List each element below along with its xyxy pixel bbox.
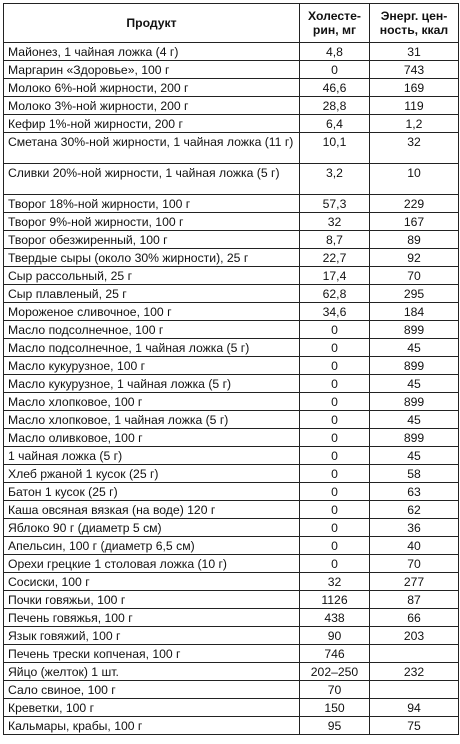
cell-cholesterol: 0 bbox=[300, 339, 370, 357]
table-row bbox=[4, 519, 459, 537]
table-row bbox=[4, 249, 459, 267]
table-row bbox=[4, 79, 459, 97]
cell-cholesterol: 0 bbox=[300, 465, 370, 483]
cell-product: Майонез, 1 чайная ложка (4 г) bbox=[4, 43, 300, 61]
cell-energy: 184 bbox=[370, 303, 459, 321]
cell-energy: 32 bbox=[370, 133, 459, 164]
cell-product: Творог 9%-ной жирности, 100 г bbox=[4, 213, 300, 231]
table-row bbox=[4, 645, 459, 663]
cell-product: Масло подсолнечное, 100 г bbox=[4, 321, 300, 339]
cell-energy: 119 bbox=[370, 97, 459, 115]
table-row bbox=[4, 429, 459, 447]
header-row bbox=[4, 4, 459, 43]
table-row bbox=[4, 465, 459, 483]
table-row bbox=[4, 501, 459, 519]
cell-product: Масло кукурузное, 100 г bbox=[4, 357, 300, 375]
cell-product: Масло кукурузное, 1 чайная ложка (5 г) bbox=[4, 375, 300, 393]
table-row bbox=[4, 573, 459, 591]
cell-product: Каша овсяная вязкая (на воде) 120 г bbox=[4, 501, 300, 519]
cell-product: Мороженое сливочное, 100 г bbox=[4, 303, 300, 321]
cell-cholesterol: 0 bbox=[300, 537, 370, 555]
cell-energy: 63 bbox=[370, 483, 459, 501]
cell-cholesterol: 6,4 bbox=[300, 115, 370, 133]
cell-energy: 899 bbox=[370, 321, 459, 339]
cell-product: 1 чайная ложка (5 г) bbox=[4, 447, 300, 465]
cell-product: Маргарин «Здоровье», 100 г bbox=[4, 61, 300, 79]
cell-energy: 10 bbox=[370, 164, 459, 195]
cell-energy: 167 bbox=[370, 213, 459, 231]
cell-cholesterol: 34,6 bbox=[300, 303, 370, 321]
table-row bbox=[4, 447, 459, 465]
cell-cholesterol: 0 bbox=[300, 501, 370, 519]
cell-product: Масло оливковое, 100 г bbox=[4, 429, 300, 447]
cell-energy bbox=[370, 645, 459, 663]
cell-cholesterol: 57,3 bbox=[300, 195, 370, 213]
cell-energy: 75 bbox=[370, 717, 459, 735]
table-row bbox=[4, 133, 459, 164]
cell-energy: 89 bbox=[370, 231, 459, 249]
cell-energy: 66 bbox=[370, 609, 459, 627]
table-row bbox=[4, 393, 459, 411]
table-row bbox=[4, 699, 459, 717]
cell-cholesterol: 0 bbox=[300, 447, 370, 465]
cell-cholesterol: 0 bbox=[300, 411, 370, 429]
cell-product: Апельсин, 100 г (диаметр 6,5 см) bbox=[4, 537, 300, 555]
cell-cholesterol: 1126 bbox=[300, 591, 370, 609]
cell-cholesterol: 62,8 bbox=[300, 285, 370, 303]
table-row bbox=[4, 681, 459, 699]
cell-cholesterol: 202–250 bbox=[300, 663, 370, 681]
cell-energy: 899 bbox=[370, 357, 459, 375]
table-row bbox=[4, 285, 459, 303]
cell-energy: 295 bbox=[370, 285, 459, 303]
cell-energy: 45 bbox=[370, 411, 459, 429]
cell-energy: 94 bbox=[370, 699, 459, 717]
cell-product: Креветки, 100 г bbox=[4, 699, 300, 717]
cell-energy: 92 bbox=[370, 249, 459, 267]
table-row bbox=[4, 591, 459, 609]
cell-product: Сливки 20%-ной жирности, 1 чайная ложка (5 г) bbox=[4, 164, 300, 195]
cell-product: Сыр плавленый, 25 г bbox=[4, 285, 300, 303]
header-energy: Энерг. цен- ность, ккал bbox=[370, 4, 459, 43]
table-row bbox=[4, 357, 459, 375]
cell-product: Масло хлопковое, 100 г bbox=[4, 393, 300, 411]
cell-product: Масло хлопковое, 1 чайная ложка (5 г) bbox=[4, 411, 300, 429]
cell-product: Почки говяжьи, 100 г bbox=[4, 591, 300, 609]
table-row bbox=[4, 231, 459, 249]
cell-energy: 45 bbox=[370, 447, 459, 465]
cell-cholesterol: 0 bbox=[300, 357, 370, 375]
cell-energy: 70 bbox=[370, 555, 459, 573]
cell-cholesterol: 90 bbox=[300, 627, 370, 645]
table-row bbox=[4, 43, 459, 61]
cell-cholesterol: 0 bbox=[300, 375, 370, 393]
table-row bbox=[4, 97, 459, 115]
cell-product: Кефир 1%-ной жирности, 200 г bbox=[4, 115, 300, 133]
cell-energy: 45 bbox=[370, 339, 459, 357]
table-header bbox=[4, 4, 459, 43]
cell-cholesterol: 46,6 bbox=[300, 79, 370, 97]
table-row bbox=[4, 267, 459, 285]
cell-cholesterol: 0 bbox=[300, 429, 370, 447]
header-cholesterol: Холесте- рин, мг bbox=[300, 4, 370, 43]
table-row bbox=[4, 339, 459, 357]
cell-product: Яйцо (желток) 1 шт. bbox=[4, 663, 300, 681]
cell-cholesterol: 32 bbox=[300, 213, 370, 231]
table-row bbox=[4, 663, 459, 681]
table-row bbox=[4, 717, 459, 735]
cell-energy bbox=[370, 681, 459, 699]
table-row bbox=[4, 483, 459, 501]
cell-cholesterol: 70 bbox=[300, 681, 370, 699]
cell-product: Молоко 3%-ной жирности, 200 г bbox=[4, 97, 300, 115]
cell-product: Сыр рассольный, 25 г bbox=[4, 267, 300, 285]
cell-product: Сметана 30%-ной жирности, 1 чайная ложка (11 г) bbox=[4, 133, 300, 164]
cell-energy: 87 bbox=[370, 591, 459, 609]
table-row bbox=[4, 303, 459, 321]
cell-product: Творог 18%-ной жирности, 100 г bbox=[4, 195, 300, 213]
table-row bbox=[4, 609, 459, 627]
cell-energy: 743 bbox=[370, 61, 459, 79]
cell-energy: 899 bbox=[370, 393, 459, 411]
cell-cholesterol: 22,7 bbox=[300, 249, 370, 267]
cell-product: Сало свиное, 100 г bbox=[4, 681, 300, 699]
cell-cholesterol: 150 bbox=[300, 699, 370, 717]
cell-cholesterol: 32 bbox=[300, 573, 370, 591]
table-row bbox=[4, 115, 459, 133]
cell-product: Батон 1 кусок (25 г) bbox=[4, 483, 300, 501]
cell-cholesterol: 17,4 bbox=[300, 267, 370, 285]
table-row bbox=[4, 627, 459, 645]
cell-energy: 229 bbox=[370, 195, 459, 213]
cell-product: Молоко 6%-ной жирности, 200 г bbox=[4, 79, 300, 97]
cell-product: Печень трески копченая, 100 г bbox=[4, 645, 300, 663]
table-body bbox=[4, 43, 459, 735]
cell-product: Твердые сыры (около 30% жирности), 25 г bbox=[4, 249, 300, 267]
cell-energy: 45 bbox=[370, 375, 459, 393]
cell-energy: 62 bbox=[370, 501, 459, 519]
table-row bbox=[4, 555, 459, 573]
cell-energy: 899 bbox=[370, 429, 459, 447]
cell-cholesterol: 0 bbox=[300, 61, 370, 79]
cell-product: Хлеб ржаной 1 кусок (25 г) bbox=[4, 465, 300, 483]
cell-product: Кальмары, крабы, 100 г bbox=[4, 717, 300, 735]
cell-product: Творог обезжиренный, 100 г bbox=[4, 231, 300, 249]
cell-energy: 31 bbox=[370, 43, 459, 61]
cell-cholesterol: 4,8 bbox=[300, 43, 370, 61]
cell-product: Печень говяжья, 100 г bbox=[4, 609, 300, 627]
cell-energy: 232 bbox=[370, 663, 459, 681]
header-product: Продукт bbox=[4, 4, 300, 43]
cell-energy: 203 bbox=[370, 627, 459, 645]
cell-energy: 169 bbox=[370, 79, 459, 97]
cell-cholesterol: 3,2 bbox=[300, 164, 370, 195]
cell-product: Язык говяжий, 100 г bbox=[4, 627, 300, 645]
table-row bbox=[4, 321, 459, 339]
cell-product: Яблоко 90 г (диаметр 5 см) bbox=[4, 519, 300, 537]
table-row bbox=[4, 411, 459, 429]
cell-energy: 1,2 bbox=[370, 115, 459, 133]
table-row bbox=[4, 195, 459, 213]
cell-product: Масло подсолнечное, 1 чайная ложка (5 г) bbox=[4, 339, 300, 357]
cell-cholesterol: 8,7 bbox=[300, 231, 370, 249]
table-row bbox=[4, 61, 459, 79]
cell-cholesterol: 28,8 bbox=[300, 97, 370, 115]
cell-cholesterol: 0 bbox=[300, 483, 370, 501]
table-row bbox=[4, 375, 459, 393]
cell-product: Орехи грецкие 1 столовая ложка (10 г) bbox=[4, 555, 300, 573]
cholesterol-table bbox=[3, 3, 459, 735]
cell-energy: 70 bbox=[370, 267, 459, 285]
table-row bbox=[4, 164, 459, 195]
cell-cholesterol: 0 bbox=[300, 393, 370, 411]
cell-cholesterol: 0 bbox=[300, 555, 370, 573]
table-row bbox=[4, 537, 459, 555]
cell-product: Сосиски, 100 г bbox=[4, 573, 300, 591]
cell-cholesterol: 95 bbox=[300, 717, 370, 735]
cell-cholesterol: 10,1 bbox=[300, 133, 370, 164]
cell-cholesterol: 0 bbox=[300, 321, 370, 339]
cell-energy: 58 bbox=[370, 465, 459, 483]
cell-cholesterol: 438 bbox=[300, 609, 370, 627]
cell-energy: 36 bbox=[370, 519, 459, 537]
cell-energy: 277 bbox=[370, 573, 459, 591]
cell-energy: 40 bbox=[370, 537, 459, 555]
table-row bbox=[4, 213, 459, 231]
cell-cholesterol: 746 bbox=[300, 645, 370, 663]
cell-cholesterol: 0 bbox=[300, 519, 370, 537]
